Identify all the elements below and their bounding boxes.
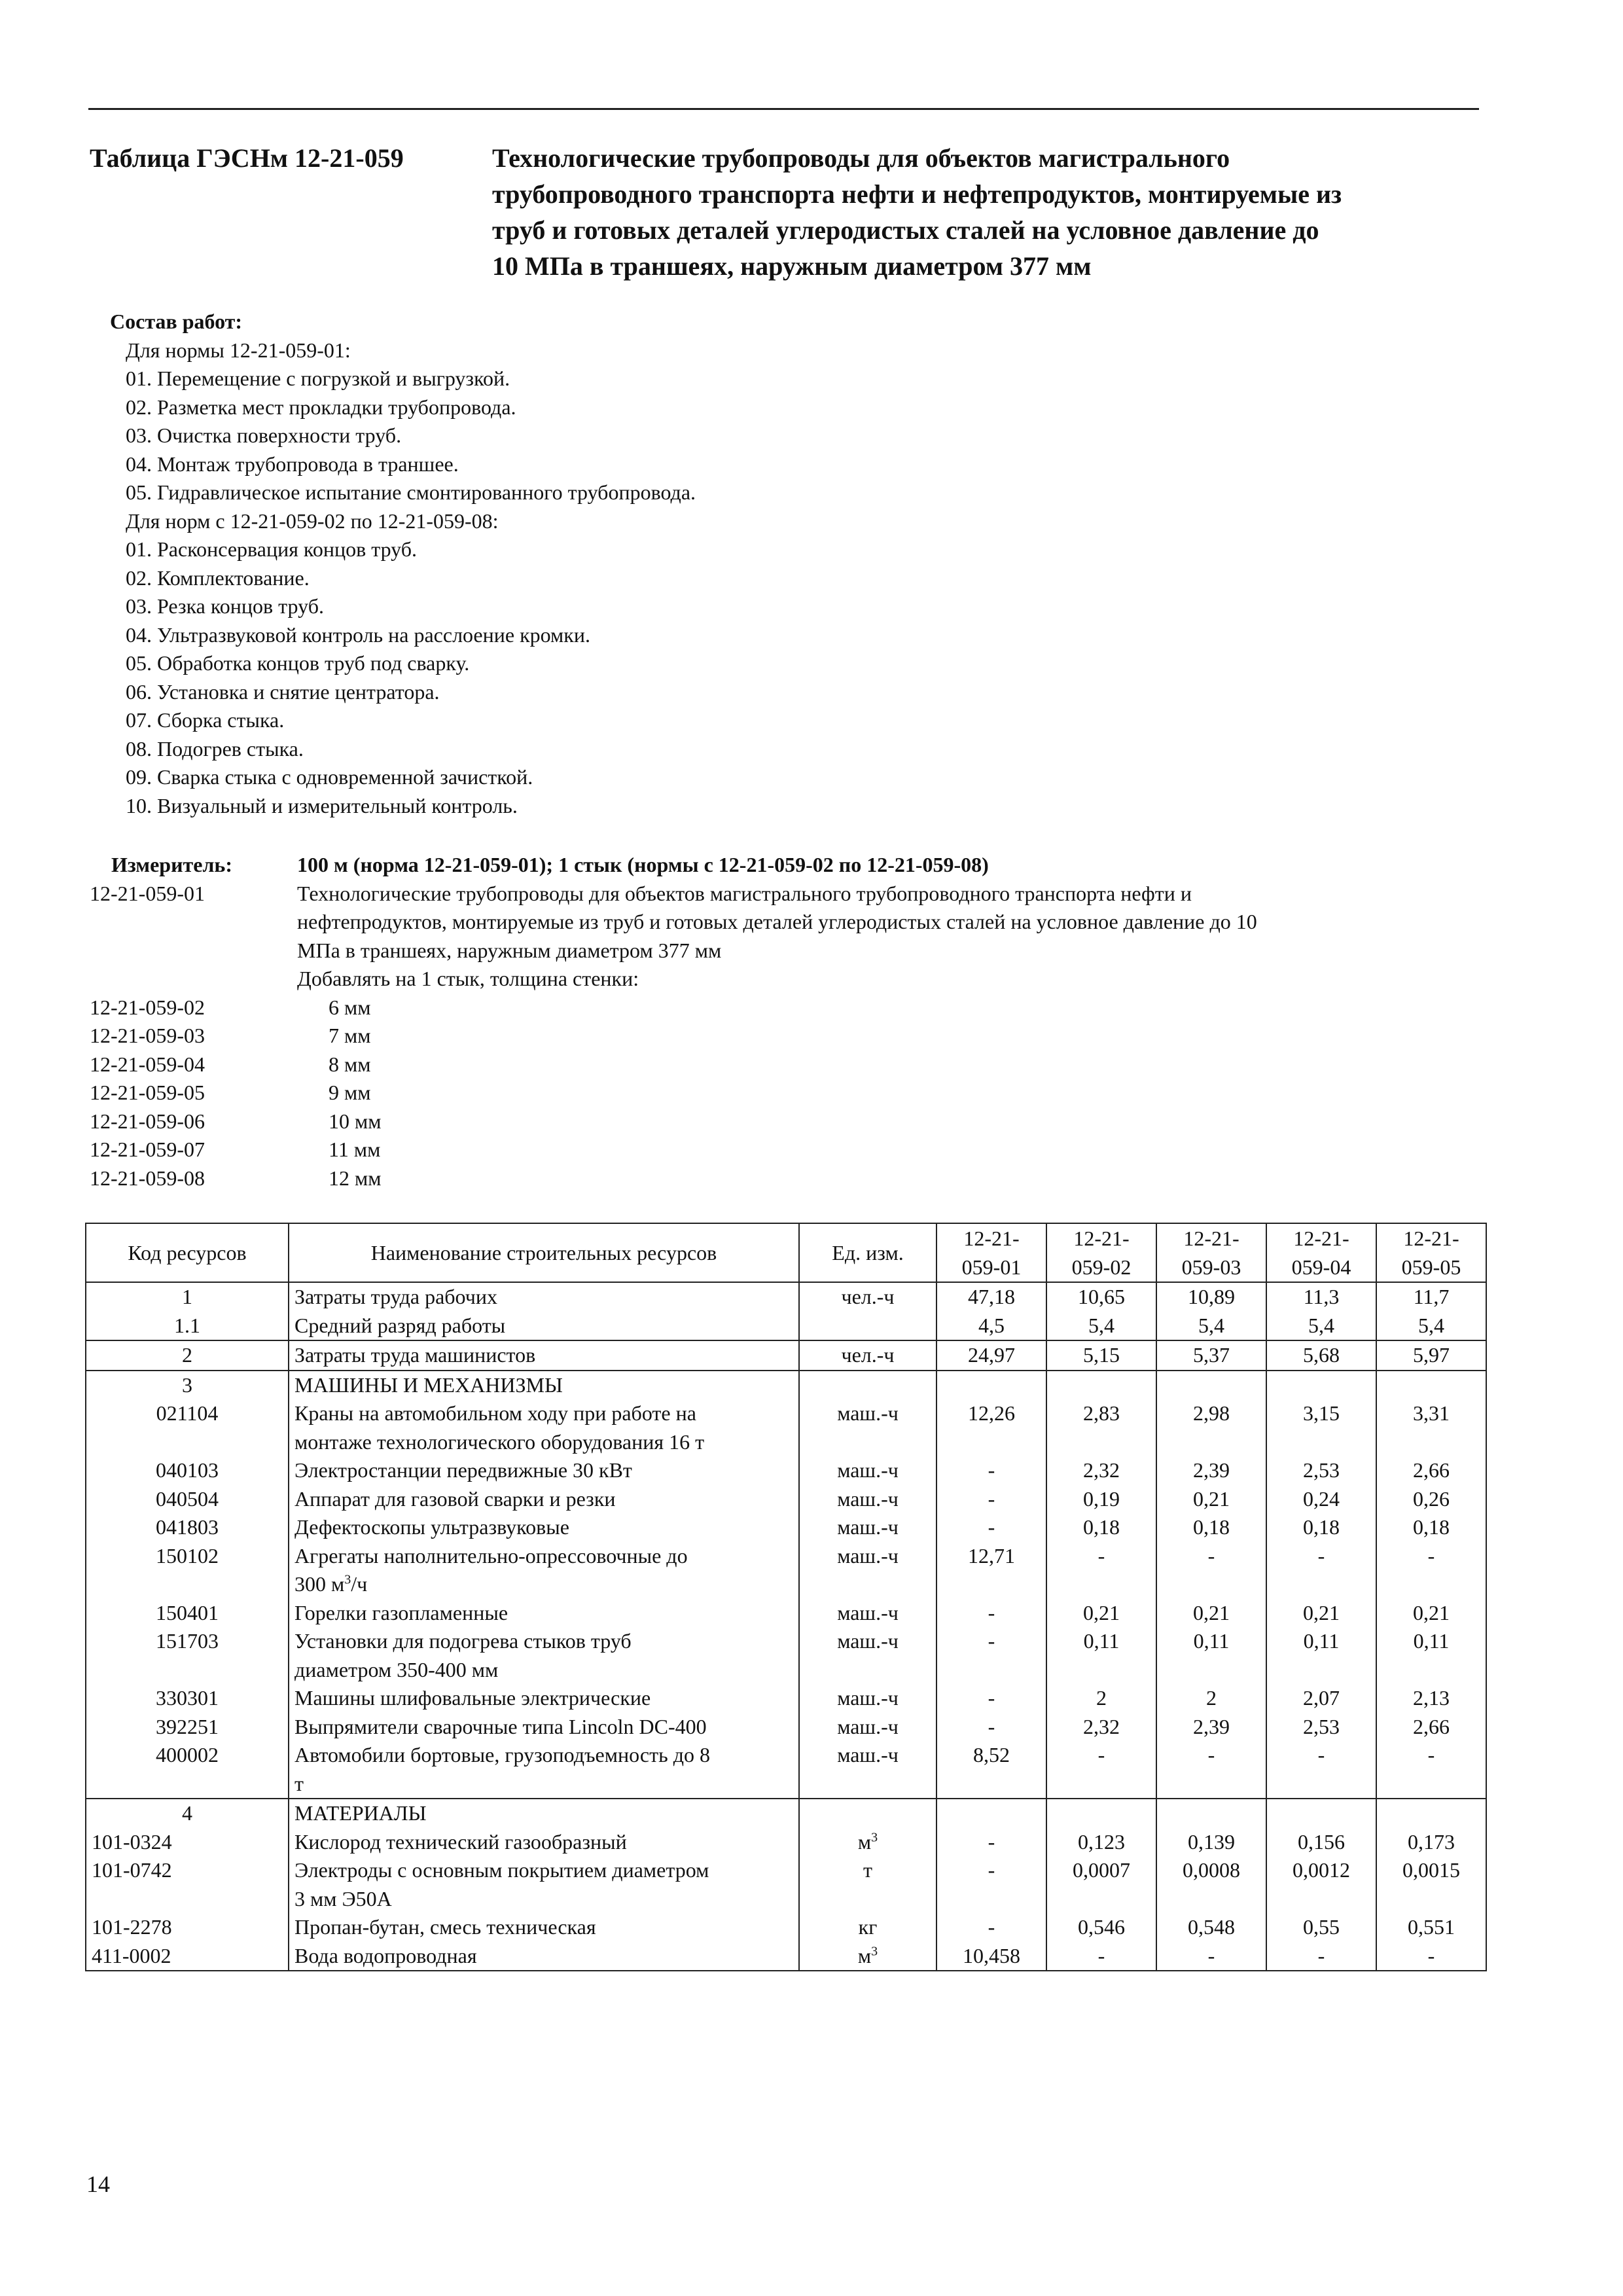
norm-thickness: 11 мм — [329, 1138, 381, 1161]
title-line: Технологические трубопроводы для объектов магистрального — [492, 143, 1230, 173]
cell-value: 11,7 — [1376, 1282, 1486, 1312]
cell-value: 11,3 — [1266, 1282, 1376, 1312]
norm-item — [90, 1050, 1490, 1079]
cell-value: 0,18 — [1046, 1513, 1156, 1542]
cell-code: 151703 — [86, 1627, 289, 1684]
norm-thickness: 12 мм — [329, 1166, 382, 1190]
norm-item — [90, 1022, 1490, 1050]
page-number: 14 — [86, 2171, 110, 2197]
cell-value: 2,53 — [1266, 1456, 1376, 1485]
norm-thickness: 6 мм — [329, 995, 371, 1019]
cell-value: - — [1046, 1741, 1156, 1799]
cell-value: 0,551 — [1376, 1913, 1486, 1942]
norm-description: нефтепродуктов, монтируемые из труб и готовых деталей углеродистых сталей на условное давление до 10 — [297, 910, 1257, 933]
norm-code: 12-21-059-03 — [90, 1024, 205, 1047]
cell-unit: маш.-ч — [799, 1599, 936, 1628]
cell-value — [1156, 1371, 1266, 1400]
cell-code: 411-0002 — [86, 1942, 289, 1971]
work-item: 06. Установка и снятие центратора. — [126, 679, 440, 704]
cell-name: Вода водопроводная — [289, 1942, 799, 1971]
work-item: 03. Очистка поверхности труб. — [126, 423, 402, 447]
norm-thickness: 8 мм — [329, 1052, 371, 1076]
table-row — [86, 1399, 1486, 1456]
work-item: 01. Перемещение с погрузкой и выгрузкой. — [126, 367, 510, 390]
cell-name: Выпрямители сварочные типа Lincoln DC-400 — [289, 1713, 799, 1742]
cell-value: 12,71 — [936, 1542, 1046, 1599]
cell-value: - — [1046, 1942, 1156, 1971]
cell-value: 2,32 — [1046, 1456, 1156, 1485]
cell-unit: маш.-ч — [799, 1713, 936, 1742]
cell-value: 2,98 — [1156, 1399, 1266, 1456]
title-line: 10 МПа в траншеях, наружным диаметром 377 мм — [492, 251, 1092, 281]
cell-value: 2,39 — [1156, 1456, 1266, 1485]
table-title — [492, 140, 1487, 284]
norm-item — [90, 1164, 1490, 1193]
table-row — [86, 1942, 1486, 1971]
work-item: 08. Подогрев стыка. — [126, 736, 304, 761]
cell-value: - — [1376, 1741, 1486, 1799]
cell-value: 0,0015 — [1376, 1856, 1486, 1913]
cell-value: 2,66 — [1376, 1713, 1486, 1742]
cell-unit — [799, 1799, 936, 1828]
measure-label: Измеритель: — [111, 853, 232, 876]
cell-unit: чел.-ч — [799, 1340, 936, 1371]
cell-code: 150102 — [86, 1542, 289, 1599]
cell-code: 1 — [86, 1282, 289, 1312]
cell-value: 5,68 — [1266, 1340, 1376, 1371]
cell-value: 2 — [1046, 1684, 1156, 1713]
cell-name: Затраты труда рабочих — [289, 1282, 799, 1312]
cell-code: 101-2278 — [86, 1913, 289, 1942]
work-item: 09. Сварка стыка с одновременной зачисткой. — [126, 765, 533, 789]
table-row — [86, 1485, 1486, 1514]
norm-item — [90, 1136, 1490, 1164]
cell-value: - — [1266, 1741, 1376, 1799]
norm-description: МПа в траншеях, наружным диаметром 377 мм — [297, 938, 722, 962]
cell-value: 0,55 — [1266, 1913, 1376, 1942]
cell-value: - — [936, 1627, 1046, 1684]
cell-unit — [799, 1312, 936, 1341]
measure-value: 100 м (норма 12-21-059-01); 1 стык (нормы с 12-21-059-02 по 12-21-059-08) — [297, 853, 989, 876]
cell-unit: маш.-ч — [799, 1399, 936, 1456]
norm-item — [90, 1107, 1490, 1136]
works-section — [110, 308, 696, 820]
cell-value: 10,458 — [936, 1942, 1046, 1971]
cell-code: 040103 — [86, 1456, 289, 1485]
cell-value: 0,11 — [1266, 1627, 1376, 1684]
top-rule — [88, 108, 1479, 110]
cell-value: 5,4 — [1046, 1312, 1156, 1341]
cell-value: 2,66 — [1376, 1456, 1486, 1485]
header-norm-col: 12-21- 059-04 — [1266, 1223, 1376, 1282]
cell-name: Горелки газопламенные — [289, 1599, 799, 1628]
cell-value: 0,21 — [1156, 1485, 1266, 1514]
cell-value: - — [936, 1513, 1046, 1542]
work-item: 02. Разметка мест прокладки трубопровода. — [126, 395, 516, 419]
cell-value: 24,97 — [936, 1340, 1046, 1371]
cell-code: 400002 — [86, 1741, 289, 1799]
header-norm-col: 12-21- 059-03 — [1156, 1223, 1266, 1282]
cell-value: 3,31 — [1376, 1399, 1486, 1456]
table-row — [86, 1713, 1486, 1742]
cell-name: Электроды с основным покрытием диаметром 3 мм Э50А — [289, 1856, 799, 1913]
cell-value: 2,07 — [1266, 1684, 1376, 1713]
table-row — [86, 1371, 1486, 1400]
works-heading: Состав работ: — [110, 310, 243, 333]
cell-value: - — [936, 1599, 1046, 1628]
table-id: Таблица ГЭСНм 12-21-059 — [90, 143, 404, 173]
cell-value: 3,15 — [1266, 1399, 1376, 1456]
cell-unit: маш.-ч — [799, 1485, 936, 1514]
cell-value: 5,97 — [1376, 1340, 1486, 1371]
cell-name: Аппарат для газовой сварки и резки — [289, 1485, 799, 1514]
cell-value: 0,18 — [1376, 1513, 1486, 1542]
norm-thickness: 7 мм — [329, 1024, 371, 1047]
cell-value: 0,21 — [1156, 1599, 1266, 1628]
table-row — [86, 1542, 1486, 1599]
cell-value: 2,32 — [1046, 1713, 1156, 1742]
cell-value: 5,37 — [1156, 1340, 1266, 1371]
table-header-row — [86, 1223, 1486, 1282]
cell-value: 47,18 — [936, 1282, 1046, 1312]
cell-value: 0,173 — [1376, 1828, 1486, 1857]
cell-value: 2,53 — [1266, 1713, 1376, 1742]
cell-name: Электростанции передвижные 30 кВт — [289, 1456, 799, 1485]
header-name: Наименование строительных ресурсов — [289, 1223, 799, 1282]
table-row — [86, 1799, 1486, 1828]
norm-description: Добавлять на 1 стык, толщина стенки: — [297, 967, 639, 990]
cell-name: Затраты труда машинистов — [289, 1340, 799, 1371]
norm-code: 12-21-059-06 — [90, 1109, 205, 1133]
cell-value — [1156, 1799, 1266, 1828]
norm-code: 12-21-059-08 — [90, 1166, 205, 1190]
cell-value — [1046, 1371, 1156, 1400]
cell-value: 12,26 — [936, 1399, 1046, 1456]
work-item: 07. Сборка стыка. — [126, 708, 285, 732]
cell-value: 0,19 — [1046, 1485, 1156, 1514]
cell-value: 5,4 — [1266, 1312, 1376, 1341]
cell-value: 0,139 — [1156, 1828, 1266, 1857]
cell-value: - — [1376, 1542, 1486, 1599]
work-item: 05. Обработка концов труб под сварку. — [126, 651, 470, 675]
cell-value: 10,89 — [1156, 1282, 1266, 1312]
cell-value: 8,52 — [936, 1741, 1046, 1799]
table-row — [86, 1312, 1486, 1341]
cell-value — [1266, 1371, 1376, 1400]
cell-value: - — [936, 1828, 1046, 1857]
cell-unit: маш.-ч — [799, 1542, 936, 1599]
cell-value: 0,24 — [1266, 1485, 1376, 1514]
cell-value: 0,18 — [1266, 1513, 1376, 1542]
cell-value: 0,21 — [1376, 1599, 1486, 1628]
cell-value: - — [936, 1485, 1046, 1514]
cell-code: 041803 — [86, 1513, 289, 1542]
cell-value: 0,21 — [1046, 1599, 1156, 1628]
cell-unit: маш.-ч — [799, 1684, 936, 1713]
table-body — [86, 1282, 1486, 1971]
cell-unit: маш.-ч — [799, 1741, 936, 1799]
cell-value: - — [936, 1684, 1046, 1713]
cell-value: 0,156 — [1266, 1828, 1376, 1857]
cell-name: Автомобили бортовые, грузоподъемность до 8 т — [289, 1741, 799, 1799]
work-item: 10. Визуальный и измерительный контроль. — [126, 793, 518, 817]
cell-value: - — [1156, 1741, 1266, 1799]
cell-name: Дефектоскопы ультразвуковые — [289, 1513, 799, 1542]
cell-code: 4 — [86, 1799, 289, 1828]
header-code: Код ресурсов — [86, 1223, 289, 1282]
norm-code: 12-21-059-07 — [90, 1138, 205, 1161]
cell-name: Краны на автомобильном ходу при работе на монтаже технологического оборудования 16 т — [289, 1399, 799, 1456]
header-norm-col: 12-21- 059-02 — [1046, 1223, 1156, 1282]
table-row — [86, 1913, 1486, 1942]
table-row — [86, 1856, 1486, 1913]
header-norm-col: 12-21- 059-05 — [1376, 1223, 1486, 1282]
cell-value — [936, 1799, 1046, 1828]
cell-value: 2 — [1156, 1684, 1266, 1713]
cell-name: МАШИНЫ И МЕХАНИЗМЫ — [289, 1371, 799, 1400]
cell-value: 0,11 — [1046, 1627, 1156, 1684]
cell-name: Средний разряд работы — [289, 1312, 799, 1341]
cell-unit: кг — [799, 1913, 936, 1942]
cell-value — [1266, 1799, 1376, 1828]
table-row — [86, 1828, 1486, 1857]
norm-item — [90, 994, 1490, 1022]
norm-thickness: 9 мм — [329, 1081, 371, 1104]
cell-value: - — [936, 1713, 1046, 1742]
norm-code: 12-21-059-05 — [90, 1081, 205, 1104]
work-item: 04. Монтаж трубопровода в траншее. — [126, 452, 459, 476]
cell-name: Агрегаты наполнительно-опрессовочные до 300 $м^3/ч$ — [289, 1542, 799, 1599]
work-item: 02. Комплектование. — [126, 565, 310, 590]
norm-code: 12-21-059-04 — [90, 1052, 205, 1076]
cell-unit: чел.-ч — [799, 1282, 936, 1312]
cell-name: Кислород технический газообразный — [289, 1828, 799, 1857]
cell-code: 1.1 — [86, 1312, 289, 1341]
cell-value: 0,0012 — [1266, 1856, 1376, 1913]
work-item: 05. Гидравлическое испытание смонтированного трубопровода. — [126, 480, 696, 504]
work-item: 01. Расконсервация концов труб. — [126, 537, 417, 561]
header-unit: Ед. изм. — [799, 1223, 936, 1282]
title-line: трубопроводного транспорта нефти и нефтепродуктов, монтируемые из — [492, 179, 1342, 209]
work-item: Для норм с 12-21-059-02 по 12-21-059-08: — [126, 509, 499, 533]
table-row — [86, 1599, 1486, 1628]
cell-value — [1046, 1799, 1156, 1828]
cell-value: 5,4 — [1156, 1312, 1266, 1341]
cell-name: Пропан-бутан, смесь техническая — [289, 1913, 799, 1942]
resources-table — [85, 1223, 1487, 1971]
cell-value: 0,123 — [1046, 1828, 1156, 1857]
cell-value: 2,39 — [1156, 1713, 1266, 1742]
cell-value: - — [1266, 1942, 1376, 1971]
cell-value: 0,548 — [1156, 1913, 1266, 1942]
cell-value: 0,11 — [1156, 1627, 1266, 1684]
cell-value: - — [936, 1456, 1046, 1485]
cell-value: 10,65 — [1046, 1282, 1156, 1312]
header-norm-col: 12-21- 059-01 — [936, 1223, 1046, 1282]
table-row — [86, 1741, 1486, 1799]
cell-value — [936, 1371, 1046, 1400]
cell-code: 3 — [86, 1371, 289, 1400]
works-list — [126, 336, 696, 821]
norm-thickness: 10 мм — [329, 1109, 382, 1133]
cell-value: - — [1156, 1942, 1266, 1971]
cell-code: 101-0324 — [86, 1828, 289, 1857]
cell-value: 0,0008 — [1156, 1856, 1266, 1913]
cell-value: - — [936, 1856, 1046, 1913]
cell-value: - — [1156, 1542, 1266, 1599]
cell-value: - — [1376, 1942, 1486, 1971]
cell-value: - — [1046, 1542, 1156, 1599]
cell-value — [1376, 1371, 1486, 1400]
cell-value: 2,83 — [1046, 1399, 1156, 1456]
cell-value: 0,0007 — [1046, 1856, 1156, 1913]
norm-item — [90, 1079, 1490, 1107]
cell-code: 150401 — [86, 1599, 289, 1628]
measure-section — [90, 851, 1490, 1193]
cell-unit: т — [799, 1856, 936, 1913]
cell-value: - — [1266, 1542, 1376, 1599]
cell-value: 0,11 — [1376, 1627, 1486, 1684]
cell-value: 2,13 — [1376, 1684, 1486, 1713]
cell-name: Машины шлифовальные электрические — [289, 1684, 799, 1713]
cell-value: 0,21 — [1266, 1599, 1376, 1628]
cell-code: 101-0742 — [86, 1856, 289, 1913]
table-row — [86, 1340, 1486, 1371]
norm-code: 12-21-059-02 — [90, 995, 205, 1019]
work-item: 04. Ультразвуковой контроль на расслоение кромки. — [126, 622, 590, 647]
norm-code: 12-21-059-01 — [90, 881, 205, 905]
cell-code: 021104 — [86, 1399, 289, 1456]
table-row — [86, 1513, 1486, 1542]
cell-value: 5,4 — [1376, 1312, 1486, 1341]
cell-value — [1376, 1799, 1486, 1828]
norm-description: Технологические трубопроводы для объектов магистрального трубопроводного транспорта нефти и — [297, 881, 1192, 905]
cell-value: - — [936, 1913, 1046, 1942]
table-row — [86, 1456, 1486, 1485]
cell-unit: маш.-ч — [799, 1513, 936, 1542]
cell-unit: $м^3$ — [799, 1828, 936, 1857]
table-row — [86, 1684, 1486, 1713]
work-item: Для нормы 12-21-059-01: — [126, 338, 351, 362]
cell-unit: маш.-ч — [799, 1627, 936, 1684]
work-item: 03. Резка концов труб. — [126, 594, 324, 618]
cell-code: 330301 — [86, 1684, 289, 1713]
cell-name: МАТЕРИАЛЫ — [289, 1799, 799, 1828]
cell-unit: маш.-ч — [799, 1456, 936, 1485]
cell-code: 040504 — [86, 1485, 289, 1514]
cell-value: 0,546 — [1046, 1913, 1156, 1942]
table-row — [86, 1627, 1486, 1684]
cell-value: 0,26 — [1376, 1485, 1486, 1514]
title-line: труб и готовых деталей углеродистых сталей на условное давление до — [492, 215, 1319, 245]
measure-items — [90, 994, 1490, 1193]
table-row — [86, 1282, 1486, 1312]
cell-value: 4,5 — [936, 1312, 1046, 1341]
cell-code: 392251 — [86, 1713, 289, 1742]
cell-name: Установки для подогрева стыков труб диаметром 350-400 мм — [289, 1627, 799, 1684]
cell-unit: $м^3$ — [799, 1942, 936, 1971]
cell-code: 2 — [86, 1340, 289, 1371]
cell-unit — [799, 1371, 936, 1400]
cell-value: 5,15 — [1046, 1340, 1156, 1371]
cell-value: 0,18 — [1156, 1513, 1266, 1542]
